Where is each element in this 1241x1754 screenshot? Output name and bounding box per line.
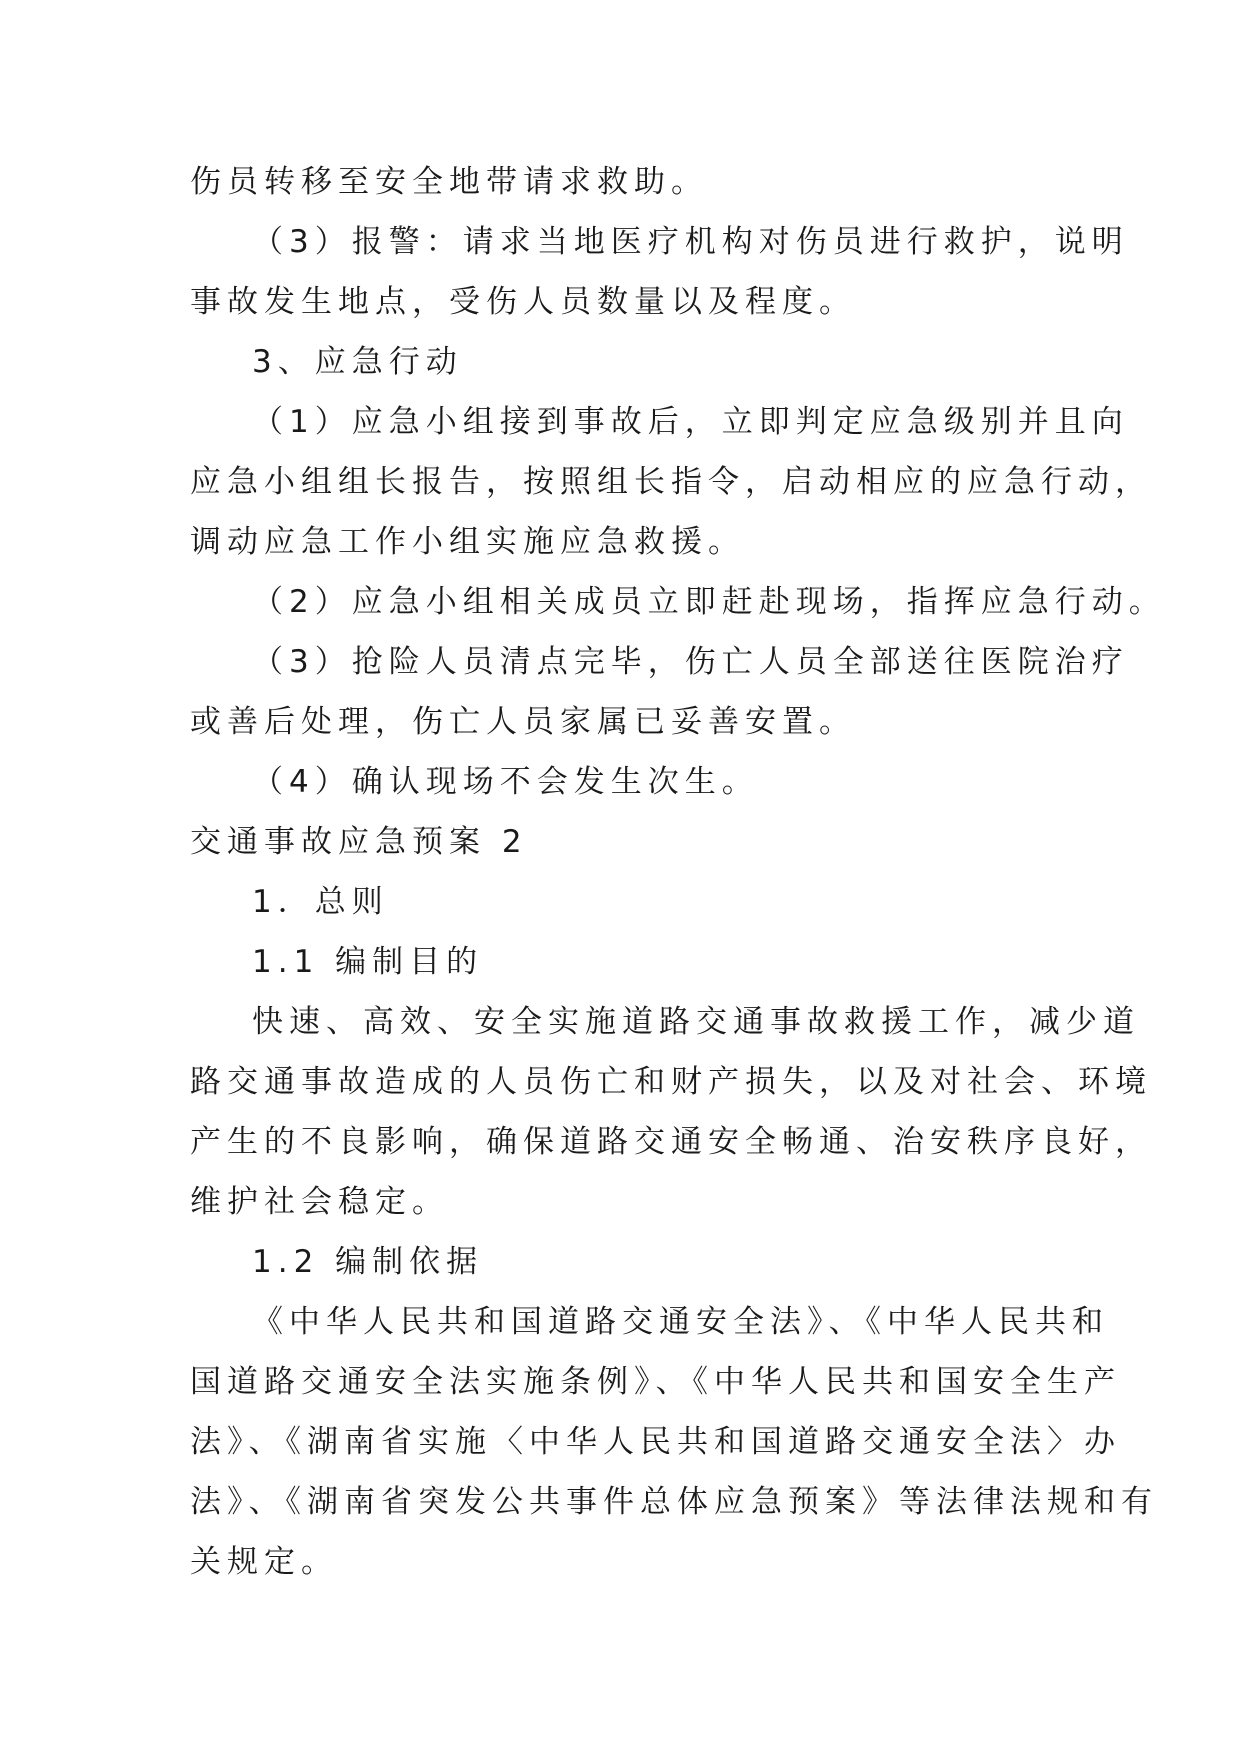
paragraph-line: 《中华人民共和国道路交通安全法》、《中华人民共和: [252, 1304, 1109, 1340]
paragraph-line: 产生的不良影响，确保道路交通安全畅通、治安秩序良好，: [190, 1124, 1152, 1160]
paragraph-line: 国道路交通安全法实施条例》、《中华人民共和国安全生产: [190, 1364, 1121, 1400]
paragraph-line: （1）应急小组接到事故后，立即判定应急级别并且向: [252, 404, 1129, 440]
paragraph-line: 快速、高效、安全实施道路交通事故救援工作，减少道: [252, 1004, 1140, 1040]
section-heading: 3、应急行动: [252, 344, 463, 380]
section-heading: 1.2 编制依据: [252, 1244, 484, 1280]
paragraph-line: 伤员转移至安全地带请求救助。: [190, 164, 708, 200]
section-heading: 1．总则: [252, 884, 389, 920]
paragraph-line: 法》、《湖南省突发公共事件总体应急预案》等法律法规和有: [190, 1484, 1158, 1520]
section-heading: 1.1 编制目的: [252, 944, 484, 980]
paragraph-line: 关规定。: [190, 1544, 338, 1580]
document-body: [190, 152, 1166, 1592]
paragraph-line: 应急小组组长报告，按照组长指令，启动相应的应急行动，: [190, 464, 1152, 500]
paragraph-line: （3）抢险人员清点完毕，伤亡人员全部送往医院治疗: [252, 644, 1129, 680]
paragraph-line: 事故发生地点，受伤人员数量以及程度。: [190, 284, 856, 320]
paragraph-line: 法》、《湖南省实施〈中华人民共和国道路交通安全法〉办: [190, 1424, 1121, 1460]
paragraph-line: 路交通事故造成的人员伤亡和财产损失，以及对社会、环境: [190, 1064, 1152, 1100]
document-subtitle: 交通事故应急预案 2: [190, 824, 528, 860]
paragraph-line: （4）确认现场不会发生次生。: [252, 764, 759, 800]
paragraph-line: （3）报警：请求当地医疗机构对伤员进行救护，说明: [252, 224, 1129, 260]
paragraph-line: 维护社会稳定。: [190, 1184, 449, 1220]
paragraph-line: 或善后处理，伤亡人员家属已妥善安置。: [190, 704, 856, 740]
paragraph-line: （2）应急小组相关成员立即赶赴现场，指挥应急行动。: [252, 584, 1166, 620]
paragraph-line: 调动应急工作小组实施应急救援。: [190, 524, 745, 560]
